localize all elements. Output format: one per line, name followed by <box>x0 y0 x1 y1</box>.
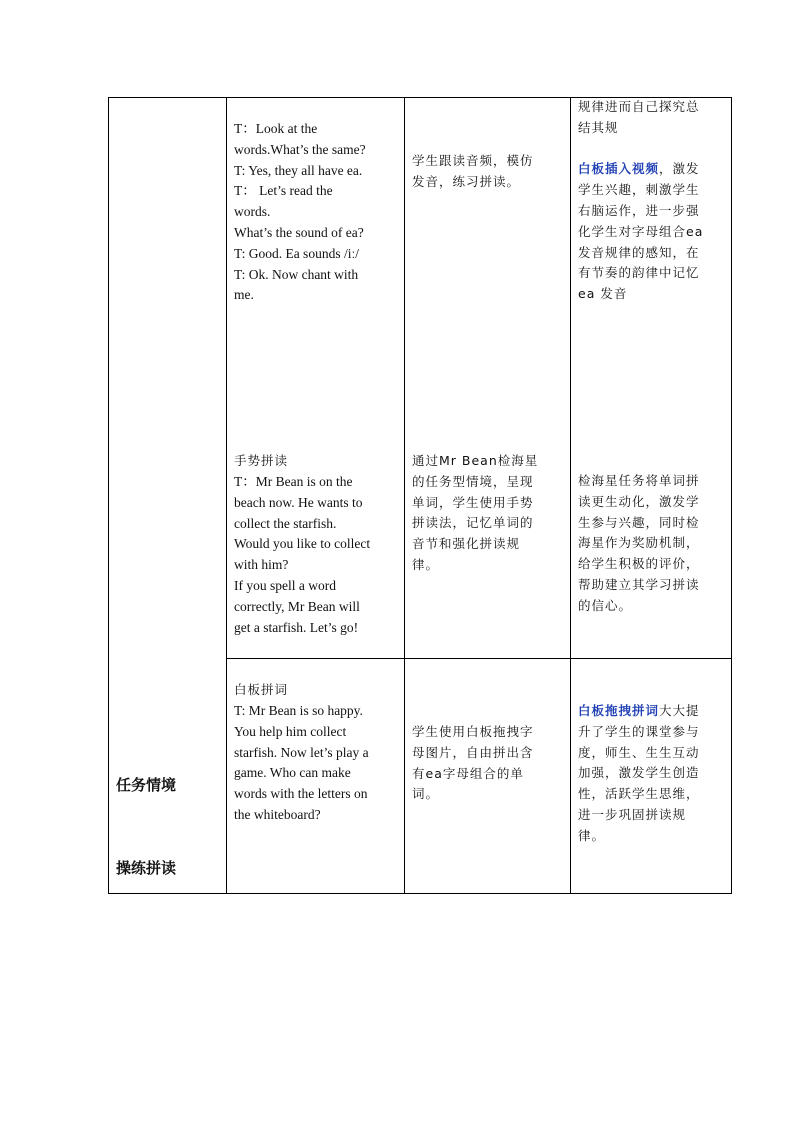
column-divider-2 <box>404 97 405 894</box>
row3-intent-rest: 大大提 升了学生的课堂参与 度，师生、生生互动 加强，激发学生创造 性，活跃学生思维， 进一步巩固拼读规 律。 <box>578 703 700 843</box>
stage-label-practice: 操练拼读 <box>116 859 177 877</box>
stage-label-task: 任务情境 <box>116 776 177 794</box>
column-divider-1 <box>226 97 227 894</box>
lesson-table <box>108 97 732 894</box>
row1-intent-rest: ，激发 学生兴趣，刺激学生 右脑运作，进一步强 化学生对字母组合ea 发音规律的感知，在 有节奏的韵律中记忆 ea 发音 <box>578 161 704 302</box>
row1-intent-pre: 规律进而自己探究总 结其规 <box>578 99 700 135</box>
row2-intent-text: 检海星任务将单词拼 读更生动化，激发学 生参与兴趣，同时检 海星作为奖励机制， 给学生积极的评价， 帮助建立其学习拼读 的信心。 <box>578 473 700 613</box>
row3-teacher-title: 白板拼词 <box>234 682 289 697</box>
row3-teacher-text: T: Mr Bean is so happy. You help him collect starfish. Now let’s play a game. Who can make words with the letters on the whiteboard? <box>234 703 369 822</box>
row3-student-text: 学生使用白板拖拽字 母图片，自由拼出含 有ea字母组合的单 词。 <box>412 724 534 802</box>
table-border-right <box>731 97 732 894</box>
row3-intent-highlight: 白板拖拽拼词 <box>578 703 660 718</box>
row1-intent-text <box>578 97 730 305</box>
table-border-bottom <box>108 893 732 894</box>
row1-teacher-text: T：Look at the words.What’s the same? T: Yes, they all have ea. T： Let’s read the words. What’s the sound of ea? T: Good. Ea sounds /iː/ T: Ok. Now chant with me. <box>234 121 366 303</box>
row1-student-text: 学生跟读音频，模仿 发音，练习拼读。 <box>412 153 534 189</box>
row2-teacher-text: T：Mr Bean is on the beach now. He wants to collect the starfish. Would you like to collect with him? If you spell a word correctly, Mr Bean will get a starfish. Let’s go! <box>234 474 371 635</box>
row-divider <box>226 658 732 659</box>
row2-student-text: 通过Mr Bean检海星 的任务型情境，呈现 单词，学生使用手势 拼读法，记忆单词的 音节和强化拼读规 律。 <box>412 453 539 572</box>
column-divider-3 <box>570 97 571 894</box>
table-border-left <box>108 97 109 894</box>
row2-teacher-title: 手势拼读 <box>234 453 289 468</box>
row1-intent-highlight: 白板插入视频 <box>578 161 660 177</box>
row3-intent-text <box>578 701 730 847</box>
